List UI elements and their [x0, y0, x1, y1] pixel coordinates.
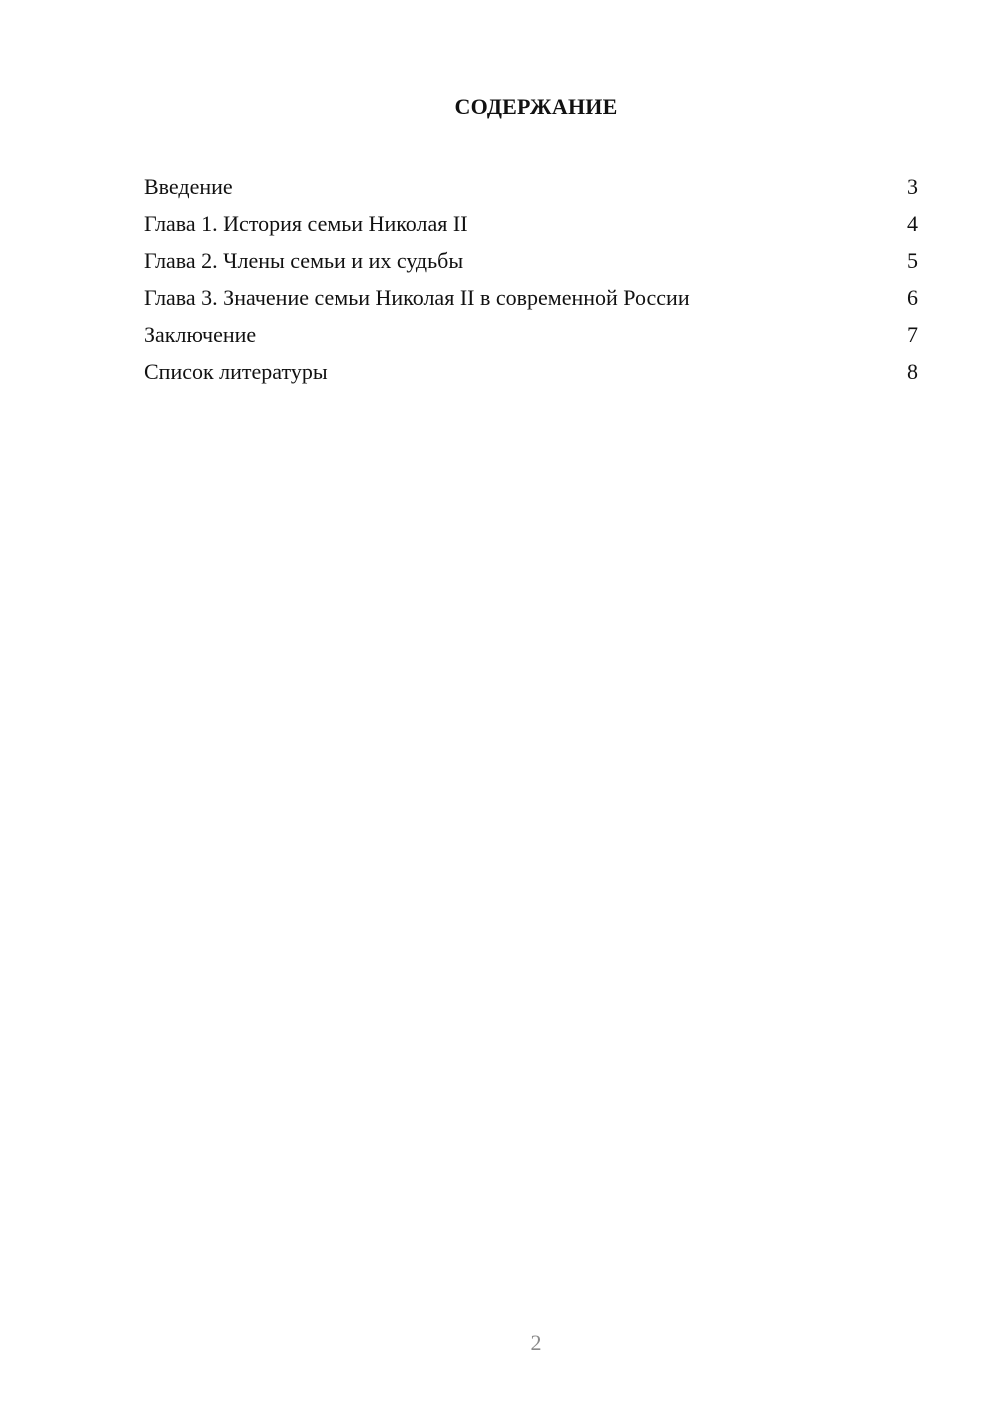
toc-entry-chapter-3 [144, 279, 920, 316]
toc-entry-page-number: 7 [907, 322, 918, 347]
toc-entry-chapter-1 [144, 205, 920, 242]
toc-entry-page-number: 5 [907, 248, 918, 273]
toc-entry-page-number: 6 [907, 285, 918, 310]
toc-entry-bibliography [144, 353, 920, 390]
toc-entry-label: Глава 2. Члены семьи и их судьбы [144, 248, 464, 273]
toc-entry-label: Глава 3. Значение семьи Николая II в современной России [144, 285, 690, 310]
toc-entry-label: Глава 1. История семьи Николая II [144, 211, 468, 236]
toc-entry-label: Введение [144, 174, 233, 199]
toc-entry-page-number: 3 [907, 174, 918, 199]
toc-entry-chapter-2 [144, 242, 920, 279]
toc-entry-conclusion [144, 316, 920, 353]
toc-entry-page-number: 8 [907, 359, 918, 384]
toc-entry-introduction [144, 168, 920, 205]
toc-entry-label: Заключение [144, 322, 257, 347]
page-number: 2 [530, 1330, 542, 1355]
table-of-contents [144, 168, 920, 390]
toc-entry-label: Список литературы [144, 359, 328, 384]
page-title: СОДЕРЖАНИЕ [454, 94, 618, 119]
toc-entry-page-number: 4 [907, 211, 918, 236]
